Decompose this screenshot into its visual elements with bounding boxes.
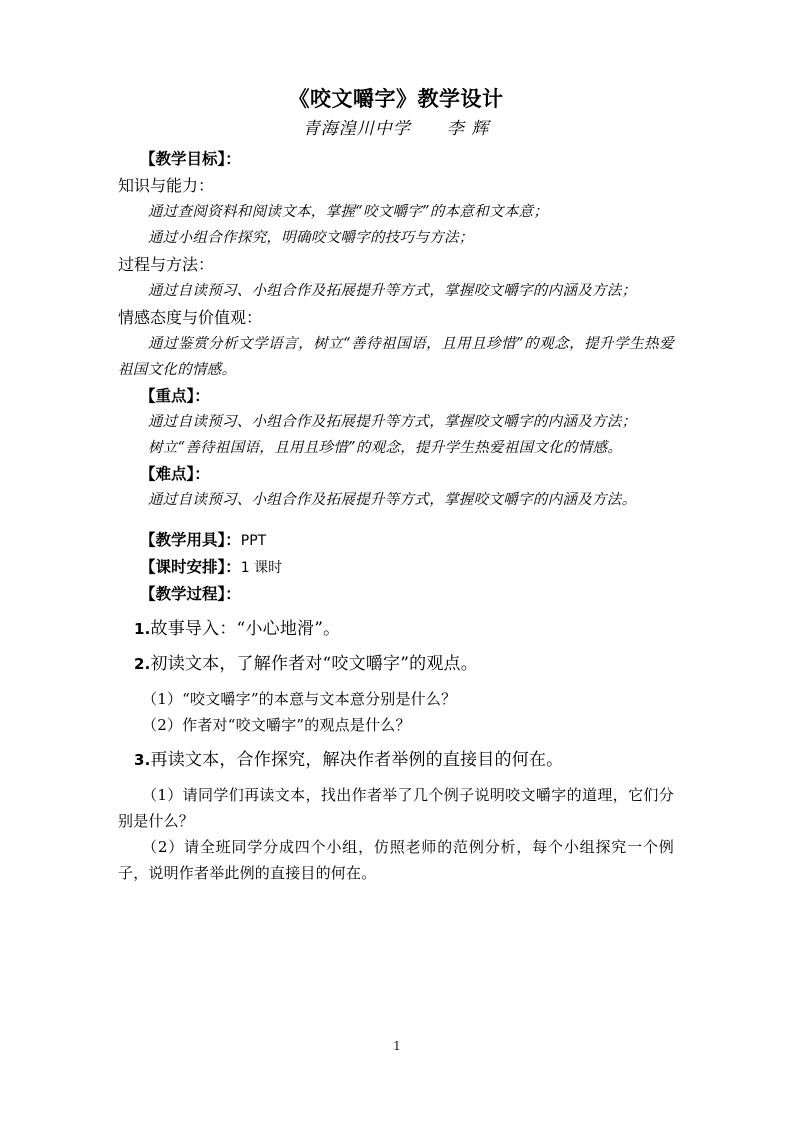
section-heading-objectives: 【教学目标】： [140, 150, 241, 168]
schedule-label: 【课时安排】： [140, 558, 241, 576]
difficult-point-item: 通过自读预习、小组合作及拓展提升等方式，掌握咬文嚼字的内涵及方法。 [148, 492, 637, 508]
step-question: （1）“咬文嚼字”的本意与文本意分别是什么？ [142, 690, 457, 708]
process-step [118, 616, 674, 642]
spacer [118, 642, 674, 651]
spacer [118, 607, 674, 616]
spacer [118, 773, 674, 782]
objective-item: 通过鉴赏分析文学语言，树立“善待祖国语，且用且珍惜”的观念，提升学生热爱祖国文化的情感。 [118, 336, 674, 378]
step-text: 初读文本，了解作者对“咬文嚼字”的观点。 [150, 654, 478, 674]
step-text: 故事导入：“小心地滑”。 [150, 619, 341, 639]
section-heading-process [118, 581, 674, 607]
key-point-item: 树立“善待祖国语，且用且珍惜”的观念，提升学生热爱祖国文化的情感。 [148, 440, 623, 456]
objective-item: 通过小组合作探究，明确咬文嚼字的技巧与方法； [148, 230, 474, 246]
spacer [118, 738, 674, 747]
key-point-item: 通过自读预习、小组合作及拓展提升等方式，掌握咬文嚼字的内涵及方法； [148, 414, 637, 430]
document-byline: 青海湟川中学 李 辉 [302, 119, 490, 139]
process-step [118, 747, 674, 773]
step-question: （2）作者对“咬文嚼字”的观点是什么？ [142, 716, 411, 734]
section-heading-difficult-points: 【难点】： [140, 465, 210, 483]
process-step [118, 651, 674, 677]
step-text: 再读文本，合作探究，解决作者举例的直接目的何在。 [150, 750, 564, 770]
step-number: 1. [134, 620, 151, 638]
spacer [118, 513, 674, 527]
objective-item: 通过查阅资料和阅读文本，掌握“咬文嚼字”的本意和文本意； [148, 204, 549, 220]
objective-group-label-process: 过程与方法： [118, 255, 215, 274]
spacer [118, 677, 674, 686]
section-heading-schedule [118, 554, 674, 581]
schedule-value: 1 课时 [240, 560, 283, 576]
page-title: 《咬文嚼字》教学设计 [288, 86, 504, 111]
step-number: 3. [134, 751, 151, 769]
objective-group-label-values: 情感态度与价值观： [118, 308, 263, 327]
section-heading-tools [118, 527, 674, 554]
step-number: 2. [134, 655, 151, 673]
step-question: （1）请同学们再读文本，找出作者举了几个例子说明咬文嚼字的道理，它们分别是什么？ [118, 786, 674, 830]
document-content [118, 84, 674, 886]
page-number: 1 [393, 1039, 401, 1053]
step-question: （2）请全班同学分成四个小组，仿照老师的范例分析，每个小组探究一个例子，说明作者举此例的直接目的何在。 [118, 838, 674, 882]
objective-group-label-knowledge: 知识与能力： [118, 176, 215, 195]
objective-item: 通过自读预习、小组合作及拓展提升等方式，掌握咬文嚼字的内涵及方法； [148, 283, 637, 299]
tools-label: 【教学用具】： [140, 531, 241, 549]
tools-value: PPT [240, 533, 267, 549]
process-label: 【教学过程】： [140, 585, 241, 603]
section-heading-key-points: 【重点】： [140, 387, 210, 405]
